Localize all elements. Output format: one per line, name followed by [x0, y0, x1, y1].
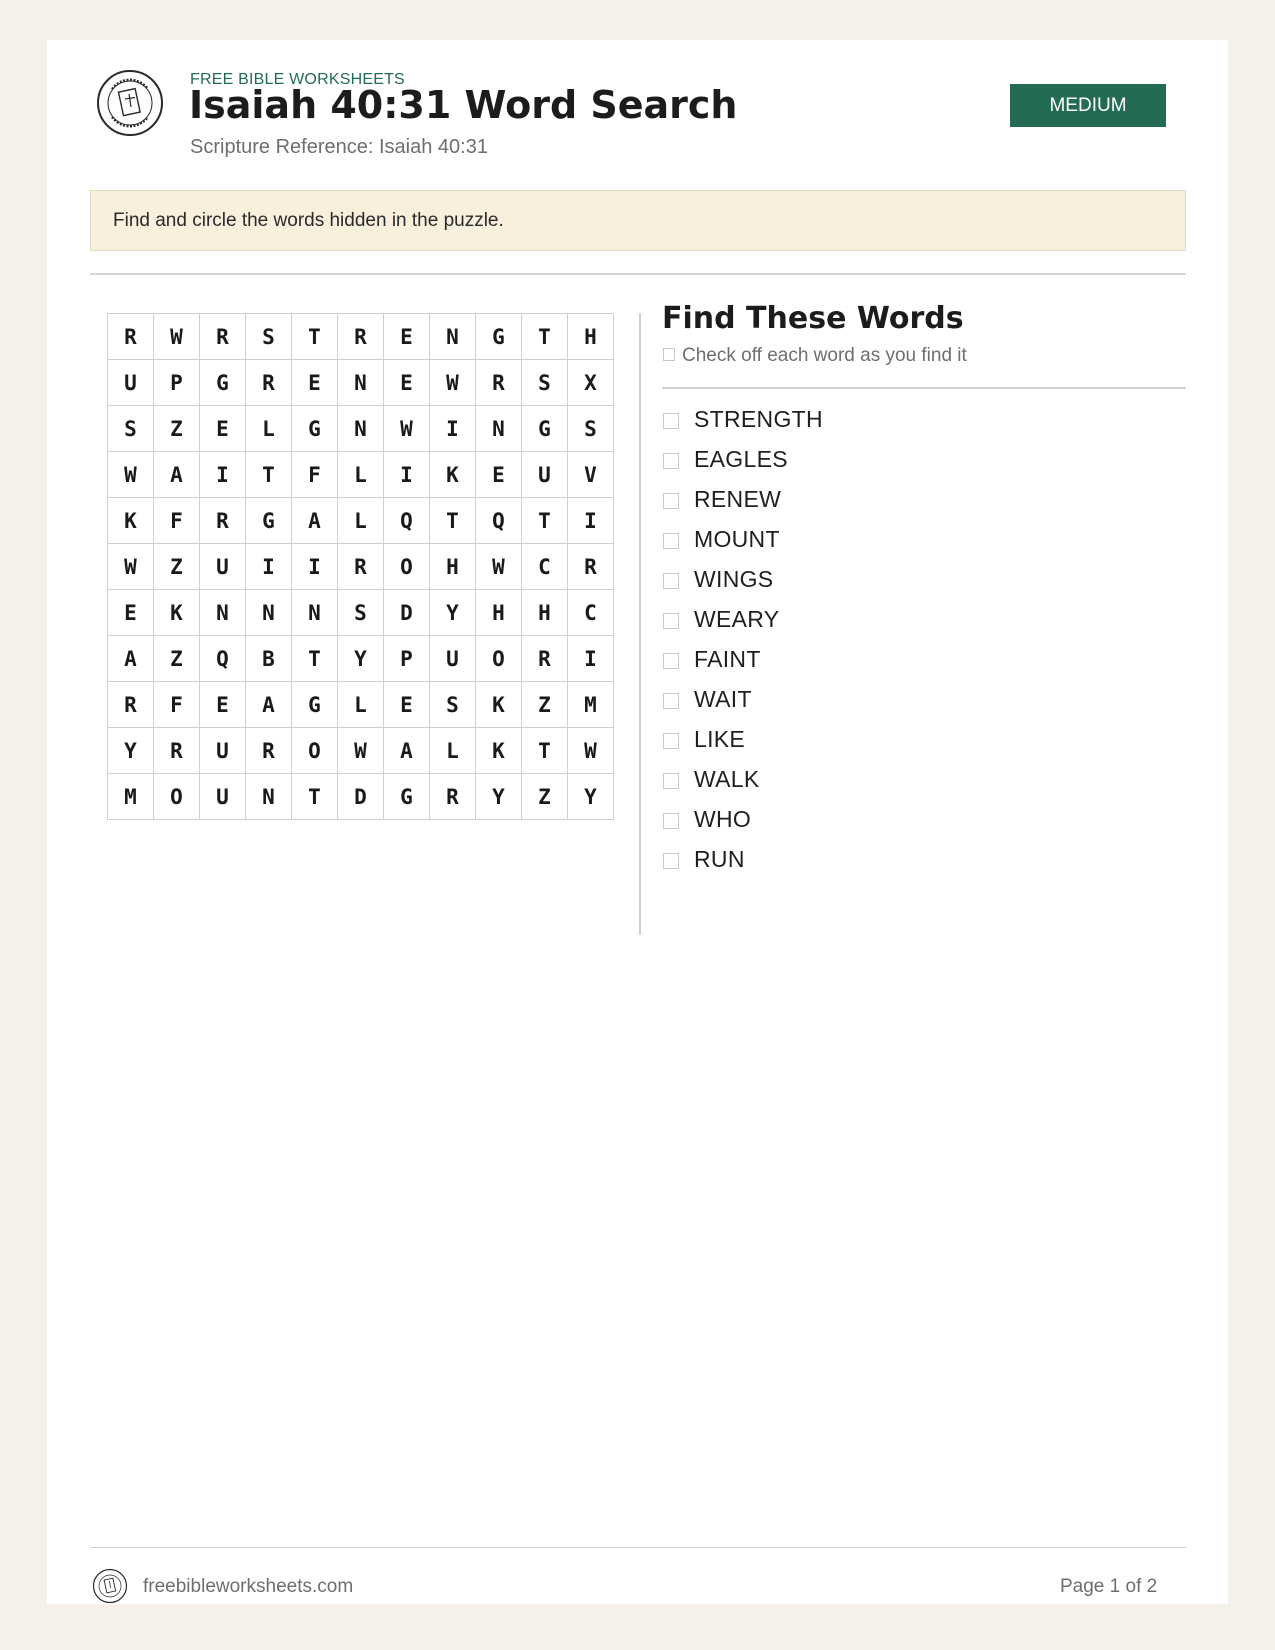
- grid-cell[interactable]: U: [200, 544, 246, 590]
- grid-cell[interactable]: E: [476, 452, 522, 498]
- grid-cell[interactable]: Q: [200, 636, 246, 682]
- grid-cell[interactable]: R: [476, 360, 522, 406]
- grid-row: [108, 406, 614, 452]
- grid-cell[interactable]: C: [568, 590, 614, 636]
- grid-cell[interactable]: O: [384, 544, 430, 590]
- grid-cell[interactable]: Y: [568, 774, 614, 820]
- word-list-item: [662, 679, 823, 719]
- grid-cell[interactable]: H: [476, 590, 522, 636]
- grid-cell[interactable]: A: [246, 682, 292, 728]
- word-checkbox[interactable]: [663, 613, 679, 629]
- grid-row: [108, 682, 614, 728]
- grid-cell[interactable]: L: [338, 682, 384, 728]
- grid-cell[interactable]: U: [430, 636, 476, 682]
- word-label: FAINT: [694, 645, 761, 672]
- grid-cell[interactable]: T: [522, 728, 568, 774]
- word-checkbox[interactable]: [663, 813, 679, 829]
- grid-cell[interactable]: W: [476, 544, 522, 590]
- grid-cell[interactable]: C: [522, 544, 568, 590]
- grid-row: [108, 774, 614, 820]
- grid-row: [108, 498, 614, 544]
- grid-cell[interactable]: A: [154, 452, 200, 498]
- grid-cell[interactable]: I: [292, 544, 338, 590]
- grid-row: [108, 636, 614, 682]
- word-list-item: [662, 759, 823, 799]
- word-checkbox[interactable]: [663, 413, 679, 429]
- word-checkbox[interactable]: [663, 853, 679, 869]
- word-checkbox[interactable]: [663, 453, 679, 469]
- grid-cell[interactable]: F: [292, 452, 338, 498]
- grid-cell[interactable]: I: [246, 544, 292, 590]
- word-list-item: [662, 719, 823, 759]
- grid-cell[interactable]: H: [522, 590, 568, 636]
- grid-cell[interactable]: S: [568, 406, 614, 452]
- grid-cell[interactable]: E: [108, 590, 154, 636]
- word-label: WEARY: [694, 605, 780, 632]
- word-label: EAGLES: [694, 445, 788, 472]
- grid-cell[interactable]: R: [200, 314, 246, 360]
- grid-cell[interactable]: N: [476, 406, 522, 452]
- checkbox-icon: [663, 348, 675, 361]
- grid-cell[interactable]: E: [200, 406, 246, 452]
- grid-cell[interactable]: M: [108, 774, 154, 820]
- grid-cell[interactable]: I: [200, 452, 246, 498]
- grid-cell[interactable]: V: [568, 452, 614, 498]
- grid-cell[interactable]: Z: [154, 636, 200, 682]
- grid-cell[interactable]: W: [154, 314, 200, 360]
- grid-cell[interactable]: R: [568, 544, 614, 590]
- grid-cell[interactable]: Z: [522, 682, 568, 728]
- grid-cell[interactable]: I: [430, 406, 476, 452]
- word-list-item: [662, 599, 823, 639]
- grid-cell[interactable]: M: [568, 682, 614, 728]
- grid-cell[interactable]: N: [430, 314, 476, 360]
- grid-cell[interactable]: N: [292, 590, 338, 636]
- word-list: [662, 399, 823, 879]
- grid-cell[interactable]: N: [246, 774, 292, 820]
- grid-cell[interactable]: I: [384, 452, 430, 498]
- grid-cell[interactable]: U: [108, 360, 154, 406]
- grid-cell[interactable]: Z: [154, 406, 200, 452]
- grid-cell[interactable]: N: [246, 590, 292, 636]
- grid-cell[interactable]: T: [246, 452, 292, 498]
- grid-cell[interactable]: G: [246, 498, 292, 544]
- word-list-title: Find These Words: [662, 301, 964, 336]
- instructions-text: Find and circle the words hidden in the puzzle.: [113, 210, 504, 231]
- grid-cell[interactable]: R: [246, 360, 292, 406]
- word-checkbox[interactable]: [663, 493, 679, 509]
- instructions-box: [90, 190, 1186, 251]
- grid-cell[interactable]: R: [154, 728, 200, 774]
- grid-row: [108, 452, 614, 498]
- grid-cell[interactable]: H: [568, 314, 614, 360]
- grid-cell[interactable]: E: [384, 314, 430, 360]
- grid-cell[interactable]: O: [292, 728, 338, 774]
- column-divider: [639, 313, 641, 935]
- word-label: WHO: [694, 805, 752, 832]
- difficulty-badge: MEDIUM: [1010, 84, 1166, 127]
- grid-cell[interactable]: G: [200, 360, 246, 406]
- grid-cell[interactable]: E: [384, 360, 430, 406]
- scripture-reference: Scripture Reference: Isaiah 40:31: [190, 136, 488, 158]
- grid-cell[interactable]: W: [338, 728, 384, 774]
- grid-cell[interactable]: P: [154, 360, 200, 406]
- grid-row: [108, 360, 614, 406]
- grid-cell[interactable]: Y: [430, 590, 476, 636]
- grid-cell[interactable]: T: [522, 314, 568, 360]
- word-label: MOUNT: [694, 525, 780, 552]
- grid-cell[interactable]: G: [476, 314, 522, 360]
- word-checkbox[interactable]: [663, 693, 679, 709]
- grid-cell[interactable]: W: [108, 452, 154, 498]
- grid-cell[interactable]: G: [292, 406, 338, 452]
- word-list-item: [662, 519, 823, 559]
- grid-cell[interactable]: W: [108, 544, 154, 590]
- word-list-item: [662, 439, 823, 479]
- word-label: RENEW: [694, 485, 782, 512]
- word-label: WAIT: [694, 685, 752, 712]
- grid-row: [108, 314, 614, 360]
- grid-cell[interactable]: N: [338, 406, 384, 452]
- grid-cell[interactable]: D: [384, 590, 430, 636]
- grid-cell[interactable]: R: [338, 544, 384, 590]
- grid-cell[interactable]: R: [430, 774, 476, 820]
- grid-cell[interactable]: U: [200, 774, 246, 820]
- grid-cell[interactable]: Z: [522, 774, 568, 820]
- grid-cell[interactable]: L: [338, 452, 384, 498]
- grid-cell[interactable]: X: [568, 360, 614, 406]
- grid-cell[interactable]: S: [246, 314, 292, 360]
- grid-cell[interactable]: W: [430, 360, 476, 406]
- grid-cell[interactable]: K: [476, 682, 522, 728]
- word-list-item: [662, 639, 823, 679]
- grid-cell[interactable]: U: [522, 452, 568, 498]
- grid-cell[interactable]: Y: [476, 774, 522, 820]
- footer-website: freebibleworksheets.com: [143, 1576, 354, 1597]
- brand-label: FREE BIBLE WORKSHEETS: [190, 71, 405, 88]
- grid-cell[interactable]: S: [108, 406, 154, 452]
- divider: [90, 273, 1186, 275]
- grid-cell[interactable]: I: [568, 636, 614, 682]
- grid-cell[interactable]: L: [338, 498, 384, 544]
- grid-cell[interactable]: L: [246, 406, 292, 452]
- word-checkbox[interactable]: [663, 653, 679, 669]
- grid-cell[interactable]: K: [430, 452, 476, 498]
- word-checkbox[interactable]: [663, 573, 679, 589]
- grid-row: [108, 544, 614, 590]
- grid-cell[interactable]: W: [384, 406, 430, 452]
- grid-cell[interactable]: Q: [476, 498, 522, 544]
- grid-cell[interactable]: A: [292, 498, 338, 544]
- footer-logo-icon: [92, 1568, 128, 1604]
- word-checkbox[interactable]: [663, 533, 679, 549]
- grid-cell[interactable]: T: [292, 636, 338, 682]
- grid-cell[interactable]: Z: [154, 544, 200, 590]
- grid-cell[interactable]: B: [246, 636, 292, 682]
- word-search-grid: [107, 313, 614, 820]
- grid-cell[interactable]: N: [338, 360, 384, 406]
- grid-cell[interactable]: R: [108, 682, 154, 728]
- grid-cell[interactable]: Q: [384, 498, 430, 544]
- grid-cell[interactable]: T: [292, 314, 338, 360]
- grid-cell[interactable]: F: [154, 498, 200, 544]
- grid-row: [108, 728, 614, 774]
- grid-cell[interactable]: I: [568, 498, 614, 544]
- grid-cell[interactable]: A: [108, 636, 154, 682]
- grid-cell[interactable]: K: [108, 498, 154, 544]
- page-number: Page 1 of 2: [1060, 1576, 1158, 1597]
- grid-cell[interactable]: R: [246, 728, 292, 774]
- grid-cell[interactable]: O: [154, 774, 200, 820]
- grid-cell[interactable]: W: [568, 728, 614, 774]
- word-checkbox[interactable]: [663, 733, 679, 749]
- word-list-item: [662, 799, 823, 839]
- grid-row: [108, 590, 614, 636]
- grid-cell[interactable]: S: [522, 360, 568, 406]
- grid-cell[interactable]: R: [200, 498, 246, 544]
- logo-icon: [96, 69, 164, 137]
- grid-cell[interactable]: F: [154, 682, 200, 728]
- divider: [662, 387, 1186, 389]
- grid-cell[interactable]: D: [338, 774, 384, 820]
- grid-cell[interactable]: T: [522, 498, 568, 544]
- word-list-item: [662, 839, 823, 879]
- grid-cell[interactable]: G: [384, 774, 430, 820]
- word-list-item: [662, 479, 823, 519]
- grid-cell[interactable]: T: [292, 774, 338, 820]
- grid-cell[interactable]: R: [522, 636, 568, 682]
- word-list-hint-text: Check off each word as you find it: [682, 345, 967, 366]
- word-label: WINGS: [694, 565, 774, 592]
- grid-cell[interactable]: U: [200, 728, 246, 774]
- word-list-item: [662, 559, 823, 599]
- grid-cell[interactable]: T: [430, 498, 476, 544]
- grid-cell[interactable]: G: [292, 682, 338, 728]
- grid-cell[interactable]: Y: [108, 728, 154, 774]
- grid-cell[interactable]: S: [430, 682, 476, 728]
- word-label: RUN: [694, 845, 745, 872]
- grid-cell[interactable]: P: [384, 636, 430, 682]
- word-list-item: [662, 399, 823, 439]
- grid-cell[interactable]: Y: [338, 636, 384, 682]
- word-list-hint: [663, 345, 967, 367]
- grid-cell[interactable]: H: [430, 544, 476, 590]
- grid-cell[interactable]: K: [476, 728, 522, 774]
- word-label: STRENGTH: [694, 405, 823, 432]
- grid-cell[interactable]: K: [154, 590, 200, 636]
- worksheet-page: [47, 40, 1228, 1604]
- grid-cell[interactable]: A: [384, 728, 430, 774]
- grid-cell[interactable]: R: [108, 314, 154, 360]
- footer-divider: [90, 1547, 1186, 1548]
- grid-cell[interactable]: O: [476, 636, 522, 682]
- word-label: LIKE: [694, 725, 746, 752]
- page-title: Isaiah 40:31 Word Search: [189, 83, 738, 127]
- word-label: WALK: [694, 765, 760, 792]
- grid-cell[interactable]: L: [430, 728, 476, 774]
- grid-cell[interactable]: G: [522, 406, 568, 452]
- word-checkbox[interactable]: [663, 773, 679, 789]
- grid-cell[interactable]: E: [200, 682, 246, 728]
- grid-cell[interactable]: E: [292, 360, 338, 406]
- grid-cell[interactable]: S: [338, 590, 384, 636]
- grid-cell[interactable]: R: [338, 314, 384, 360]
- grid-cell[interactable]: E: [384, 682, 430, 728]
- grid-cell[interactable]: N: [200, 590, 246, 636]
